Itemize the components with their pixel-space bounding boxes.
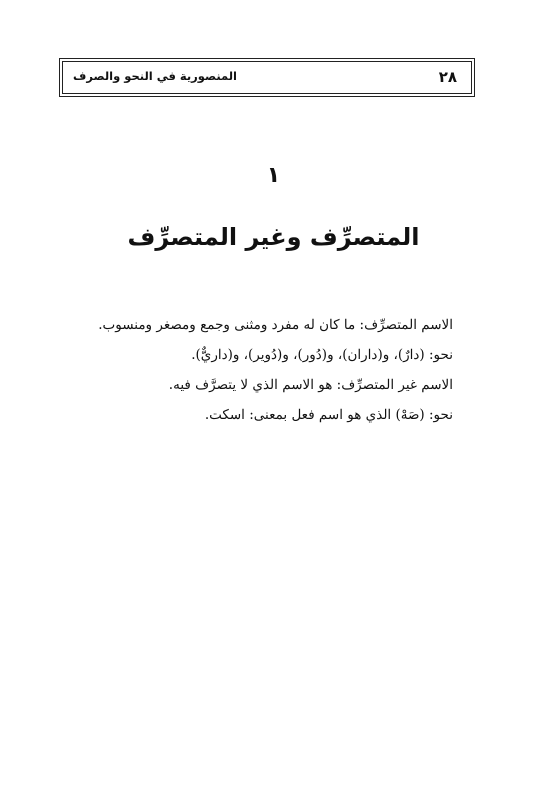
chapter-title: المتصرِّف وغير المتصرِّف: [127, 223, 420, 251]
chapter-number: ١: [266, 163, 281, 188]
running-header: [62, 61, 472, 94]
page-number: ٢٨: [438, 68, 457, 86]
paragraph-declinable-definition: [73, 310, 453, 340]
paragraph-indeclinable-definition: [73, 370, 453, 400]
term-indeclinable: الاسم غير المتصرِّف:: [336, 377, 453, 393]
body-text: [73, 310, 453, 430]
paragraph-indeclinable-example: [73, 400, 453, 430]
definition-declinable: ما كان له مفرد ومثنى وجمع ومصغر ومنسوب.: [98, 317, 360, 333]
term-declinable: الاسم المتصرِّف:: [359, 317, 453, 333]
example-label: نحو:: [429, 347, 453, 363]
paragraph-declinable-example: [73, 340, 453, 370]
definition-indeclinable: هو الاسم الذي لا يتصرَّف فيه.: [168, 377, 337, 393]
example-indeclinable: (صَهْ) الذي هو اسم فعل بمعنى: اسكت.: [204, 407, 429, 423]
example-label: نحو:: [429, 407, 453, 423]
book-title: المنصورية في النحو والصرف: [73, 69, 237, 83]
example-declinable: (دارٌ)، و(داران)، و(دُور)، و(دُوير)، و(داريٌّ).: [191, 347, 429, 363]
